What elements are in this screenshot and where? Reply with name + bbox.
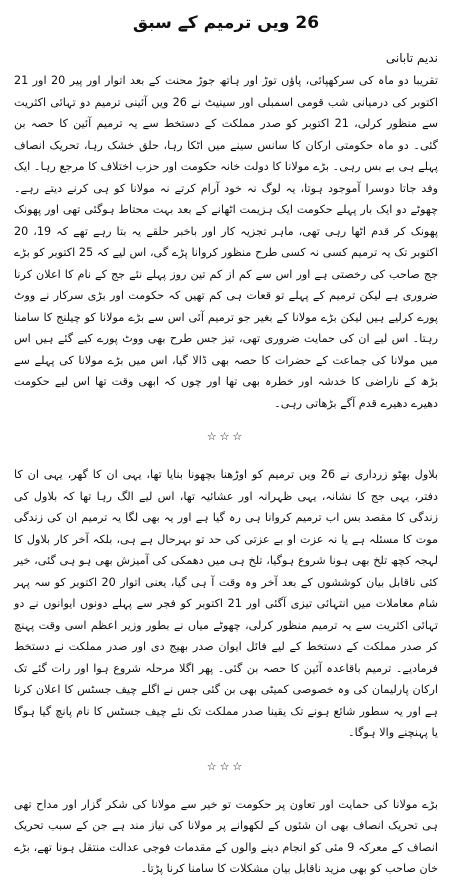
- section-divider-stars: ☆☆☆: [206, 759, 246, 773]
- paragraph-3: بڑے مولانا کی حمایت اور تعاون پر حکومت تو خیر سے مولانا کی شکر گزار اور مداح تھی ہی تحریک انصاف بھی ان شئوں کے لکھوانے پر مولانا کی نیاز مند ہے جن کے سبب تحریک انصاف کے معرکہ 9 مئی کو انجام دینے والوں کے مقدمات فوجی عدالت منتقل ہونا تھے، بڑے خان صاحب کو بھی مزید ناقابل بیان مشکلات کا سامنا کرنا پڑتا۔: [14, 797, 438, 875]
- section-divider-stars: ☆☆☆: [206, 430, 246, 443]
- author-name: ندیم تابانی: [385, 51, 438, 65]
- article-title: 26 ویں ترمیم کے سبق: [132, 13, 320, 33]
- paragraph-1: تقریبا دو ماہ کی سرکھپائی، پاؤں توڑ اور ہاتھ جوڑ محنت کے بعد اتوار اور پیر 20 اور 21 اکتوبر کی درمیانی شب قومی اسمبلی اور سینیٹ نے 26 ویں آئینی ترمیم دو تہائی اکثریت سے منظور کرلی، 21 اکتوبر کو صدر مملکت کے دستخط سے یہ ترمیم آئین کا حصہ بن گئی۔ دو ماہ حکومتی ارکان کا سانس سینے میں اٹکا رہا، حلق خشک رہا، تحریک انصاف پہلے ہی بے بس رہی۔ بڑے مولانا کا دولت خانہ حکومت اور حزب اختلاف کا مرجع رہا۔ ایک وفد جاتا دوسرا آموجود ہوتا، یہ لوگ نہ خود آرام کرتے نہ مولانا کو ہی کرنے دیتے رہے۔ چھوٹے دو ایک بار پہلے حکومت ایک ہزیمت اٹھانے کے بعد بہت محتاط ہوگئی تھی اور پھونک پھونک کر قدم اٹھا رہی تھی، ماہر تجزیہ کار اور باخبر حلقے یہ بتا رہے تھے کہ 19، 20 اکتوبر تک یہ ترمیم کسی نہ کسی طرح منظور کروانا پڑے گی، اس لیے کہ 25 اکتوبر کو بڑے جج صاحب کی رخصتی ہے اور اس سے کم از کم تین روز پہلے نئے جج کے نام کا اعلان کرنا ضروری ہے لیکن ترمیم کے پہلے تو قعات ہی کم تھیں کہ حکومت اور بڑی سرکار نے ووٹ پورے کرلیے ہیں لیکن بڑے مولانا کے بغیر جو ترمیم آئی اس سے بڑے مولانا کو چیلنج کا سامنا رہتا۔ اس لیے ان کی حمایت ضروری تھی، تیز جس طرح بھی ووٹ پورے کیے گئے ہیں اس میں مولانا کی جماعت کے حضرات کا حصہ بھی ڈالا گیا، اس میں بڑے مولانا کی پہلے سے بڑھ کے ناراضی کا خدشہ اور خطرہ بھی تھا اور چوں کہ ابھی وقت تھا اس لیے حکومت دھیرے دھیرے قدم آگے بڑھاتی رہی۔: [14, 74, 439, 410]
- paragraph-2: بلاول بھٹو زرداری نے 26 ویں ترمیم کو اوڑھنا بچھونا بنایا تھا، یہی ان کا گھر، یہی ان کا دفتر، یہی جج کا نشانہ، یہی ظہرانہ اور عشائیہ تھا، اس لیے الگ رہا تھا کہ بلاول کی زندگی کا مقصد بس اب ترمیم کروانا ہی رہ گیا ہے اور یہ بھی لگا یہ ترمیم ان کی زندگی موت کا مسئلہ ہے یا نہ عزت او بے عزتی کی حد تو بہرحال ہے ہی، بلکہ آخر کار بلاول کا لہجہ کچھ تلخ بھی ہونا شروع ہوگیا، تلخ ہی میں دھمکی کی آمیزش بھی ہو ہی گئی، خیر کئی ناقابل بیان کوششوں کے بعد آخر وہ وقت آ ہی گیا، یعنی اتوار 20 اکتوبر کو سہ پہر شام معاملات میں انتہائی تیزی آگئی اور 21 اکتوبر کو فجر سے پہلے دونوں ایوانوں نے دو تہائی اکثریت سے یہ ترمیم منظور کرلی، چھوٹے میاں نے بطور وزیر اعظم اسی وقت پہنچ کر صدر مملکت کے دستخط کے لیے فائل ایوان صدر بھیج دی اور صدر مملکت نے دستخط فرمادیے۔ ترمیم باقاعدہ آئین کا حصہ بن گئی۔ پھر اگلا مرحلہ شروع ہوا اور رات گئے تک ارکان پارلیمان کی وہ خصوصی کمیٹی بھی بن گئی جس نے اگلے چیف جسٹس کا اعلان کرنا ہے اور یہ سطور شائع ہونے تک یقینا صدر مملکت تک نئے چیف جسٹس کا نام پانچ گیا ہوگا یا پہنچنے والا ہوگا۔: [14, 468, 439, 739]
